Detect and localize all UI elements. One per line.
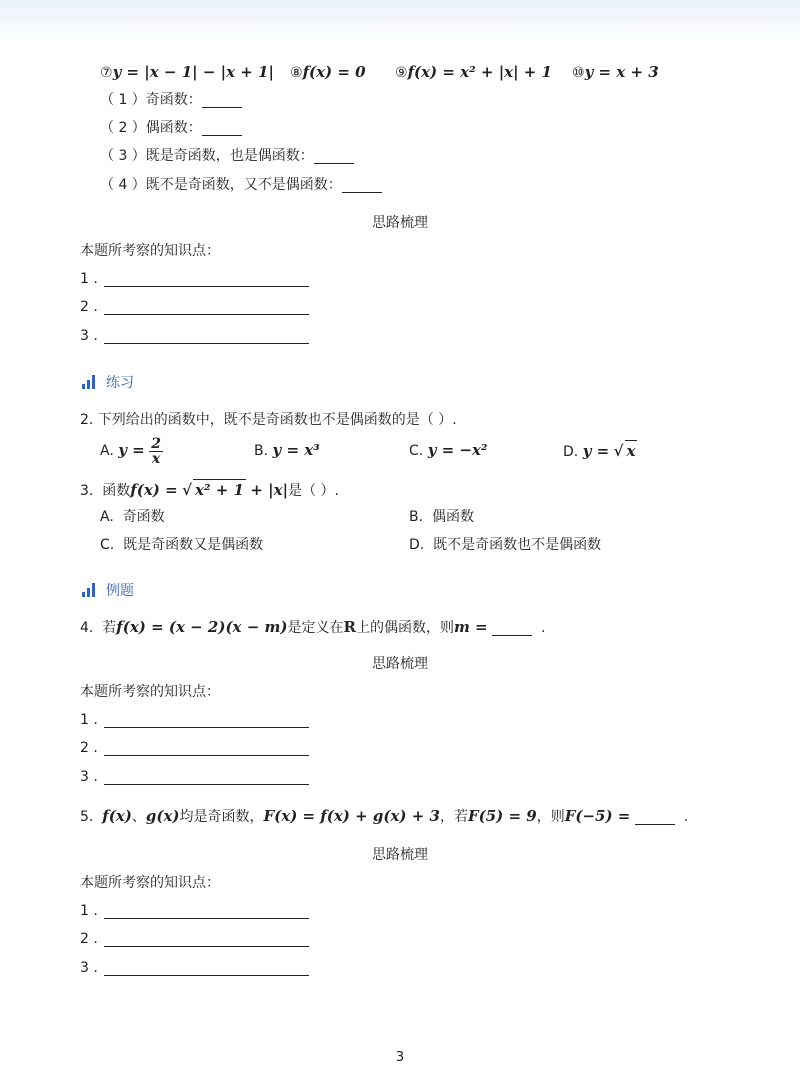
answer-blank[interactable] xyxy=(635,810,675,825)
knowledge-line: 3 . xyxy=(80,958,309,978)
knowledge-label: 本题所考察的知识点： xyxy=(80,875,220,891)
item-7: ⑦y = |x − 1| − |x + 1| xyxy=(100,63,274,81)
classify-both: （ 3 ）既是奇函数，也是偶函数： xyxy=(100,146,354,166)
answer-line[interactable] xyxy=(104,961,309,976)
section-title: 例题 xyxy=(106,583,134,599)
q3-option-d[interactable]: D. 既不是奇函数也不是偶函数 xyxy=(409,537,602,553)
answer-line[interactable] xyxy=(104,741,309,756)
answer-line[interactable] xyxy=(104,300,309,315)
item-10: ⑩y = x + 3 xyxy=(572,63,659,81)
q5-stem: 5. f(x)、g(x)均是奇函数，F(x) = f(x) + g(x) + 3，若F(5) = 9，则F(−5) = . xyxy=(80,807,689,825)
answer-line[interactable] xyxy=(104,770,309,785)
q3-stem: 3. 函数f(x) = √ x² + 1 + |x|是（ ）. xyxy=(80,481,339,499)
item-9: ⑨f(x) = x² + |x| + 1 xyxy=(395,63,552,81)
item-8: ⑧f(x) = 0 xyxy=(290,63,366,81)
bar-chart-icon xyxy=(82,583,98,597)
header-band xyxy=(0,0,800,42)
classify-even: （ 2 ）偶函数： xyxy=(100,118,242,138)
knowledge-line: 2 . xyxy=(80,929,309,949)
think-title: 思路梳理 xyxy=(372,656,428,672)
knowledge-line: 1 . xyxy=(80,710,309,730)
bar-chart-icon xyxy=(82,375,98,389)
q3-option-a[interactable]: A. 奇函数 xyxy=(100,509,165,525)
section-title: 练习 xyxy=(106,375,134,391)
q2-option-d[interactable]: D. y = √ x xyxy=(563,442,636,460)
page-number: 3 xyxy=(395,1050,405,1065)
knowledge-label: 本题所考察的知识点： xyxy=(80,684,220,700)
q3-option-c[interactable]: C. 既是奇函数又是偶函数 xyxy=(100,537,264,553)
knowledge-line: 3 . xyxy=(80,326,309,346)
answer-line[interactable] xyxy=(104,904,309,919)
answer-line[interactable] xyxy=(104,329,309,344)
knowledge-line: 3 . xyxy=(80,767,309,787)
knowledge-line: 2 . xyxy=(80,738,309,758)
answer-line[interactable] xyxy=(104,713,309,728)
q2-option-a[interactable]: A. y = $\frac{2}{x}$ xyxy=(100,435,161,467)
answer-line[interactable] xyxy=(104,272,309,287)
section-practice-heading xyxy=(82,372,134,392)
knowledge-line: 1 . xyxy=(80,901,309,921)
q4-stem: 4. 若f(x) = (x − 2)(x − m)是定义在R上的偶函数，则m = . xyxy=(80,618,546,636)
think-title: 思路梳理 xyxy=(372,847,428,863)
q2-option-c[interactable]: C. y = −x² xyxy=(409,441,488,459)
q3-option-b[interactable]: B. 偶函数 xyxy=(409,509,474,525)
answer-blank[interactable] xyxy=(314,149,354,164)
knowledge-line: 2 . xyxy=(80,297,309,317)
q2-option-b[interactable]: B. y = x³ xyxy=(254,441,320,459)
classify-odd: （ 1 ）奇函数： xyxy=(100,90,242,110)
answer-blank[interactable] xyxy=(202,93,242,108)
think-title: 思路梳理 xyxy=(372,215,428,231)
answer-line[interactable] xyxy=(104,932,309,947)
answer-blank[interactable] xyxy=(492,621,532,636)
classify-neither: （ 4 ）既不是奇函数，又不是偶函数： xyxy=(100,175,382,195)
answer-blank[interactable] xyxy=(202,121,242,136)
knowledge-label: 本题所考察的知识点： xyxy=(80,243,220,259)
q2-stem: 2. 下列给出的函数中，既不是奇函数也不是偶函数的是（ ）. xyxy=(80,412,457,428)
knowledge-line: 1 . xyxy=(80,269,309,289)
section-example-heading xyxy=(82,580,134,600)
answer-blank[interactable] xyxy=(342,178,382,193)
